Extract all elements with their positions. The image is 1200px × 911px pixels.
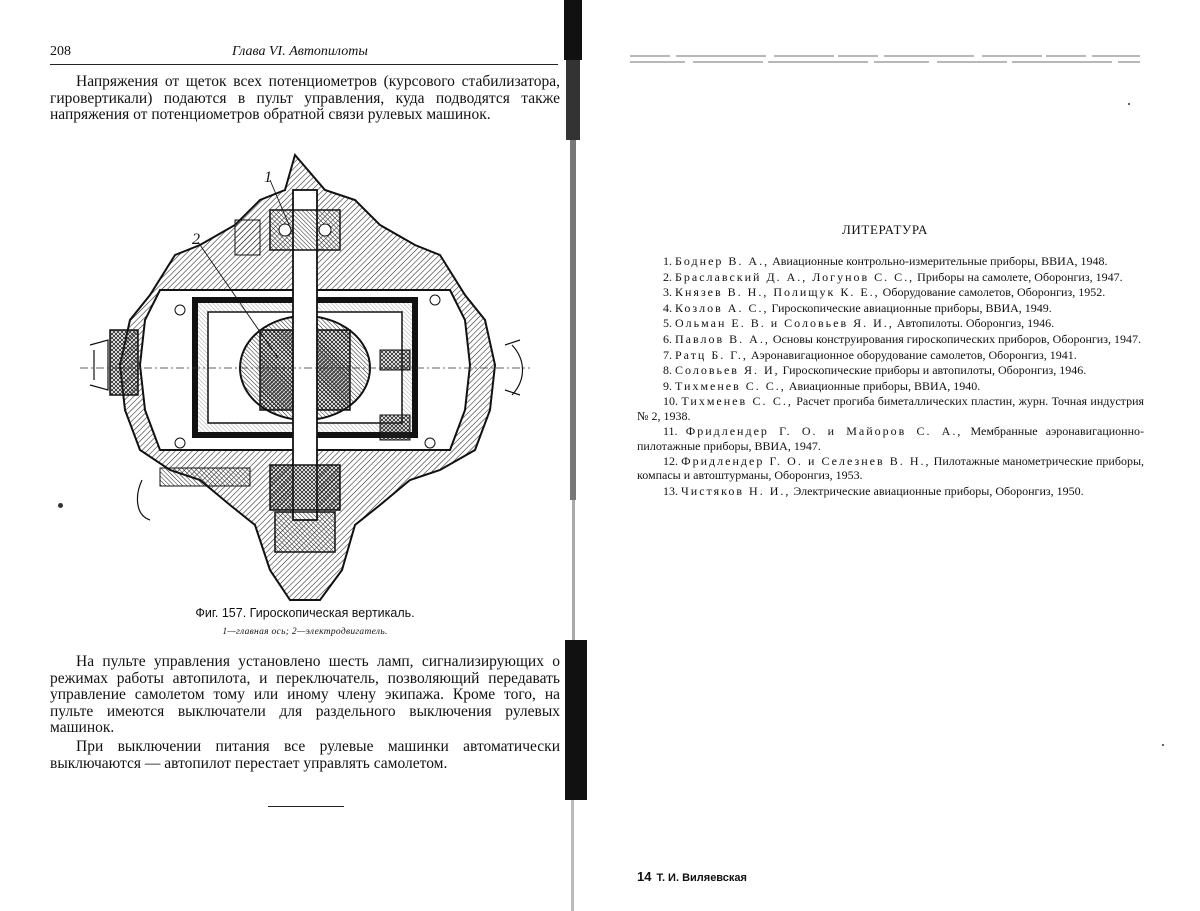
bibliography-item [637,332,1144,346]
bibliography-item-author: Козлов А. С., [675,300,769,315]
figure-caption: Фиг. 157. Гироскопическая вертикаль. [195,606,415,620]
callout-1: 1 [264,169,272,186]
bibliography-item-number: 9. [663,378,672,393]
gyro-drawing [80,150,530,605]
bibliography-item-number: 13. [663,484,678,499]
bibliography-item-author: Павлов В. А., [675,331,770,346]
bibliography-item-text: Аэронавигационное оборудование самолетов, Оборонгиз, 1941. [747,347,1077,362]
bibliography-item-author: Тихменев С. С., [675,378,786,393]
left-page [0,0,590,911]
chapter-title: Глава VI. Автопилоты [232,44,368,59]
bibliography-item-number: 7. [663,347,672,362]
bibliography-item [637,424,1144,453]
paragraph-2: На пульте управления установлено шесть ламп, сигнализирующих о режимах работы автопилота, и переключатель, позволяющий передавать управление самолетом тому или иному члену экипажа. Кроме того, на пульте имеются выключатели для раздельного выключения рулевых машинок. [50,653,560,736]
bibliography-item-author: Боднер В. А., [675,254,770,268]
bibliography-item-number: 12. [663,454,678,469]
bibliography-item-text: Авиационные контрольно-измерительные приборы, ВВИА, 1948. [769,254,1108,268]
signature-text: Т. И. Виляевская [656,872,747,884]
bibliography-item-text: Основы конструирования гироскопических приборов, Оборонгиз, 1947. [769,331,1141,346]
page-number: 208 [50,44,71,59]
bibliography-item [637,484,1144,498]
scan-speck [58,503,63,508]
bibliography-item-number: 6. [663,331,672,346]
binding-gutter [562,0,592,911]
right-page [600,0,1200,911]
bibliography-item [637,285,1144,299]
scan-speck [1162,744,1164,746]
bibliography-item [637,348,1144,362]
bibliography-item-number: 10. [663,394,678,409]
bibliography-item-author: Ольман Е. В. и Соловьев Я. И., [675,316,894,331]
bibliography-item-number: 8. [663,363,672,378]
bibliography-item-text: Электрические авиационные приборы, Оборонгиз, 1950. [790,484,1084,499]
signature-number: 14 [637,869,652,884]
bibliography-item-author: Князев В. Н., Полищук К. Е., [675,285,880,300]
bibliography-item [637,254,1144,268]
bibliography-item-number: 5. [663,316,672,331]
bibliography-item-number: 2. [663,269,672,284]
bibliography-item [637,394,1144,423]
bibliography-item-text: Гироскопические приборы и автопилоты, Оборонгиз, 1946. [779,363,1087,378]
bibliography-item [637,301,1144,315]
bibliography-item [637,316,1144,330]
footnote-rule [268,806,344,807]
bibliography-list [637,254,1144,500]
bibliography-item-number: 1. [663,254,672,268]
bibliography-item-author: Фридлендер Г. О. и Майоров С. А., [685,424,963,439]
bibliography-item-text: Автопилоты. Оборонгиз, 1946. [893,316,1055,331]
bibliography-item-text: Расчет прогиба биметаллических пластин, журн. Точная индустрия № 2, 1938. [637,394,1145,423]
bibliography-item [637,379,1144,393]
signature-mark [637,869,747,884]
bibliography-item [637,363,1144,377]
bibliography-item [637,454,1144,483]
bibliography-item-text: Авиационные приборы, ВВИА, 1940. [785,378,981,393]
bibliography-item-author: Браславский Д. А., Логунов С. С., [675,269,915,284]
bibliography-item-number: 11. [663,424,678,439]
gyro-vertical-figure [80,150,530,605]
callout-2: 2 [192,231,200,248]
bibliography-item-text: Оборудование самолетов, Оборонгиз, 1952. [879,285,1106,300]
bibliography-item-text: Пилотажные манометрические приборы, компасы и автоштурманы, Оборонгиз, 1953. [637,454,1145,483]
bibliography-item-author: Ратц Б. Г., [675,347,748,362]
bibliography-item-author: Фридлендер Г. О. и Селезнев В. Н., [681,454,931,469]
top-rules [630,52,1140,66]
bibliography-item [637,270,1144,284]
paragraph-1: Напряжения от щеток всех потенциометров (курсового стабилизатора, гировертикали) подаются в пульт управления, куда подводятся также напряжения от потенциометров обратной связи рулевых машинок. [50,73,560,123]
bibliography-item-author: Чистяков Н. И., [681,484,791,499]
paragraph-3: При выключении питания все рулевые машинки автоматически выключаются — автопилот перестает управлять самолетом. [50,738,560,772]
figure-legend: 1—главная ось; 2—электродвигатель. [222,627,388,637]
bibliography-item-author: Тихменев С. С., [681,394,793,409]
bibliography-item-text: Приборы на самолете, Оборонгиз, 1947. [914,269,1123,284]
scan-speck [1128,103,1130,105]
bibliography-item-author: Соловьев Я. И, [675,363,780,378]
bibliography-item-text: Мембранные аэронавигационно-пилотажные приборы, ВВИА, 1947. [637,424,1144,453]
bibliography-item-number: 4. [663,300,672,315]
bibliography-item-number: 3. [663,285,672,300]
bibliography-heading: ЛИТЕРАТУРА [842,222,928,237]
bibliography-item-text: Гироскопические авиационные приборы, ВВИА, 1949. [768,300,1052,315]
running-head [50,44,558,65]
